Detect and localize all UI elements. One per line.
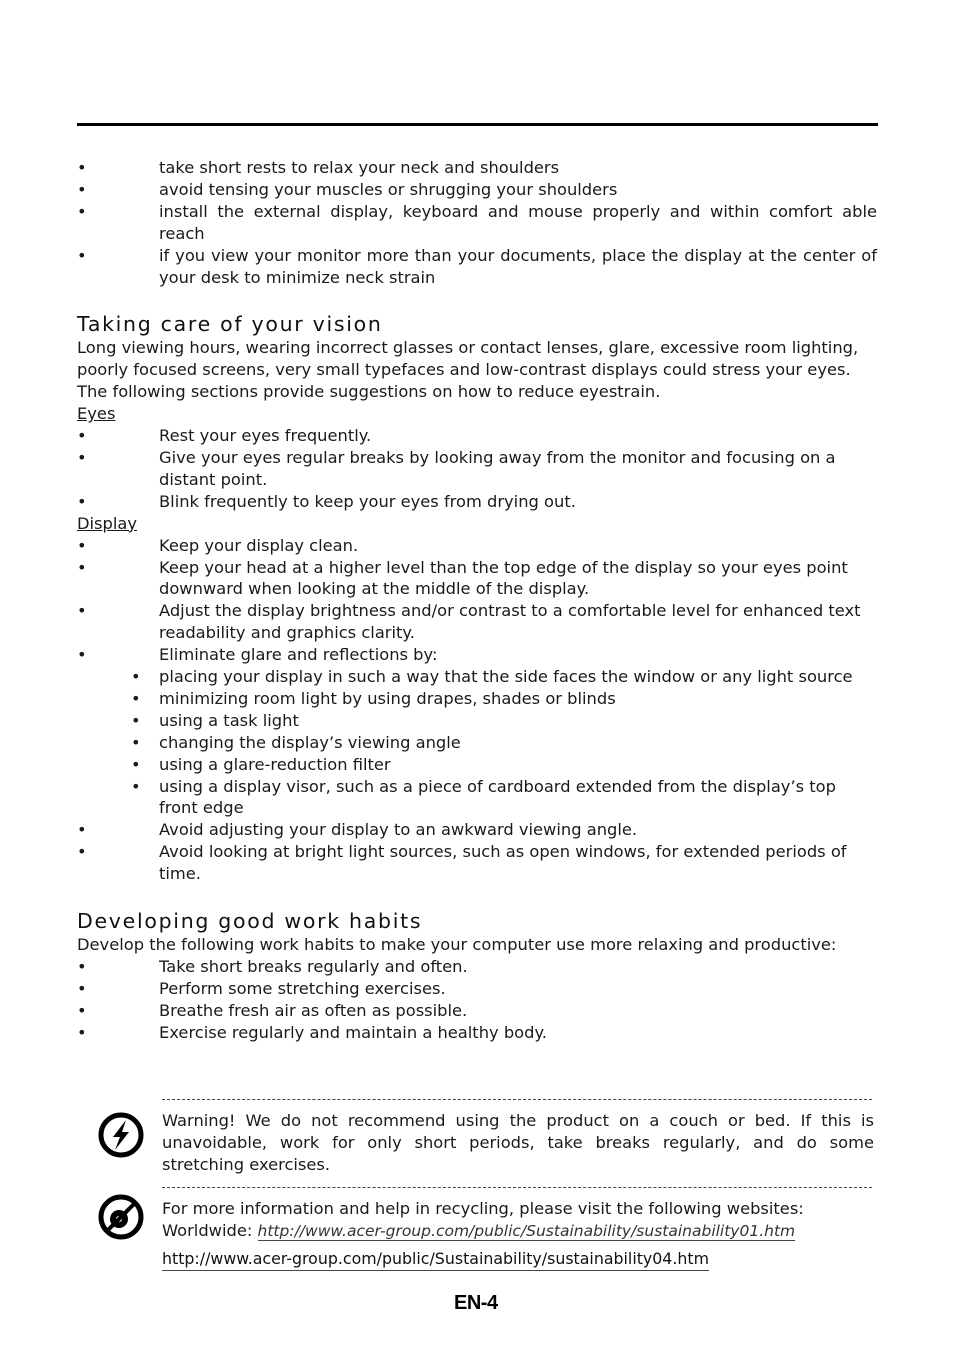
list-item [77,978,877,1000]
bullet: • [131,754,141,774]
list-item-text: using a glare-reduction filter [159,754,391,774]
habits-intro: Develop the following work habits to make your computer use more relaxing and productive: [77,935,837,955]
bullet: • [77,1000,87,1020]
list-item [77,245,877,289]
list-item-text: Rest your eyes frequently. [159,426,372,446]
list-item [77,425,877,447]
bullet: • [77,535,87,555]
bullet: • [77,447,87,467]
list-item-text: using a task light [159,710,299,730]
warning-lightning-icon [97,1111,145,1159]
list-item-text: Eliminate glare and reflections by: [159,645,438,665]
eyes-list [77,425,877,513]
list-item [77,201,877,245]
glare-sublist [77,666,877,819]
worldwide-line [162,1220,874,1243]
list-item-text: Blink frequently to keep your eyes from drying out. [159,491,576,511]
recycling-disc-icon [97,1193,145,1241]
vision-intro: Long viewing hours, wearing incorrect glasses or contact lenses, glare, excessive room lighting, poorly focused screens, very small typefaces and low-contrast displays could stress your eyes. The following sections provide suggestions on how to reduce eyestrain. [77,338,859,402]
sublist-item [77,666,877,688]
bullet: • [77,842,87,862]
section-heading-habits: Developing good work habits [77,909,423,934]
bullet: • [77,601,87,621]
bullet: • [77,179,87,199]
subheading-eyes: Eyes [77,404,116,424]
bullet: • [77,820,87,840]
recycling-info [162,1198,874,1243]
bullet: • [77,978,87,998]
bullet: • [131,667,141,687]
list-item-text: placing your display in such a way that the side faces the window or any light source [159,667,853,687]
bullet: • [131,688,141,708]
bullet: • [131,732,141,752]
list-item [77,179,877,201]
list-item [77,600,877,644]
list-item-text: minimizing room light by using drapes, shades or blinds [159,688,616,708]
list-item [77,841,877,885]
bullet: • [77,1022,87,1042]
list-item-text: take short rests to relax your neck and shoulders [159,158,560,177]
list-item-text: avoid tensing your muscles or shrugging your shoulders [159,179,618,199]
list-item [77,557,877,601]
list-item [77,644,877,666]
list-item-text: Keep your display clean. [159,535,359,555]
bullet: • [77,645,87,665]
sublist-item [77,732,877,754]
list-item-text: Adjust the display brightness and/or contrast to a comfortable level for enhanced text readability and graphics clarity. [159,601,861,643]
list-item [77,535,877,557]
list-item [77,819,877,841]
list-item-text: Give your eyes regular breaks by looking away from the monitor and focusing on a distant point. [159,447,836,489]
habits-list [77,956,877,1044]
divider-dashed [162,1187,872,1188]
bullet: • [77,957,87,976]
bullet: • [131,776,141,796]
list-item-text: Avoid looking at bright light sources, such as open windows, for extended periods of time. [159,842,847,884]
bullet: • [77,557,87,577]
list-item [77,157,877,179]
list-item [77,1000,877,1022]
bullet: • [77,201,87,221]
header-rule [77,123,878,126]
list-item-text: if you view your monitor more than your documents, place the display at the center of your desk to minimize neck strain [159,245,877,287]
list-item [77,956,877,978]
list-item-text: Avoid adjusting your display to an awkward viewing angle. [159,820,638,840]
recycling-text: For more information and help in recycling, please visit the following websites: [162,1199,804,1218]
list-item-text: Exercise regularly and maintain a healthy body. [159,1022,547,1042]
sublist-item [77,776,877,820]
page-number: EN-4 [454,1292,498,1314]
list-item [77,1022,877,1044]
warning-text: Warning! We do not recommend using the product on a couch or bed. If this is unavoidable, work for only short periods, take breaks regularly, and do some stretching exercises. [162,1111,874,1174]
recycling-link-worldwide[interactable]: http://www.acer-group.com/public/Sustainability/sustainability01.htm [257,1221,796,1240]
bullet: • [77,245,87,265]
list-item-text: Perform some stretching exercises. [159,978,446,998]
list-item [77,491,877,513]
page-body [77,157,877,1044]
sublist-item [77,688,877,710]
bullet: • [77,158,87,177]
list-item-text: Keep your head at a higher level than the top edge of the display so your eyes point downward when looking at the middle of the display. [159,557,848,599]
sublist-item [77,754,877,776]
bullet: • [131,710,141,730]
bullet: • [77,426,87,446]
top-bullet-list [77,157,877,288]
list-item-text: using a display visor, such as a piece of cardboard extended from the display’s top front edge [159,776,836,818]
recycling-link-2[interactable]: http://www.acer-group.com/public/Sustainability/sustainability04.htm [162,1248,709,1271]
list-item-text: Take short breaks regularly and often. [159,957,468,976]
sublist-item [77,710,877,732]
list-item-text: install the external display, keyboard and mouse properly and within comfort able reach [159,201,877,243]
subheading-display: Display [77,513,138,533]
list-item-text: changing the display’s viewing angle [159,732,461,752]
display-list [77,535,877,886]
divider-dashed [162,1099,872,1100]
section-heading-vision: Taking care of your vision [77,312,383,337]
list-item [77,447,877,491]
worldwide-label: Worldwide: [162,1220,253,1240]
list-item-text: Breathe fresh air as often as possible. [159,1000,468,1020]
bullet: • [77,491,87,511]
